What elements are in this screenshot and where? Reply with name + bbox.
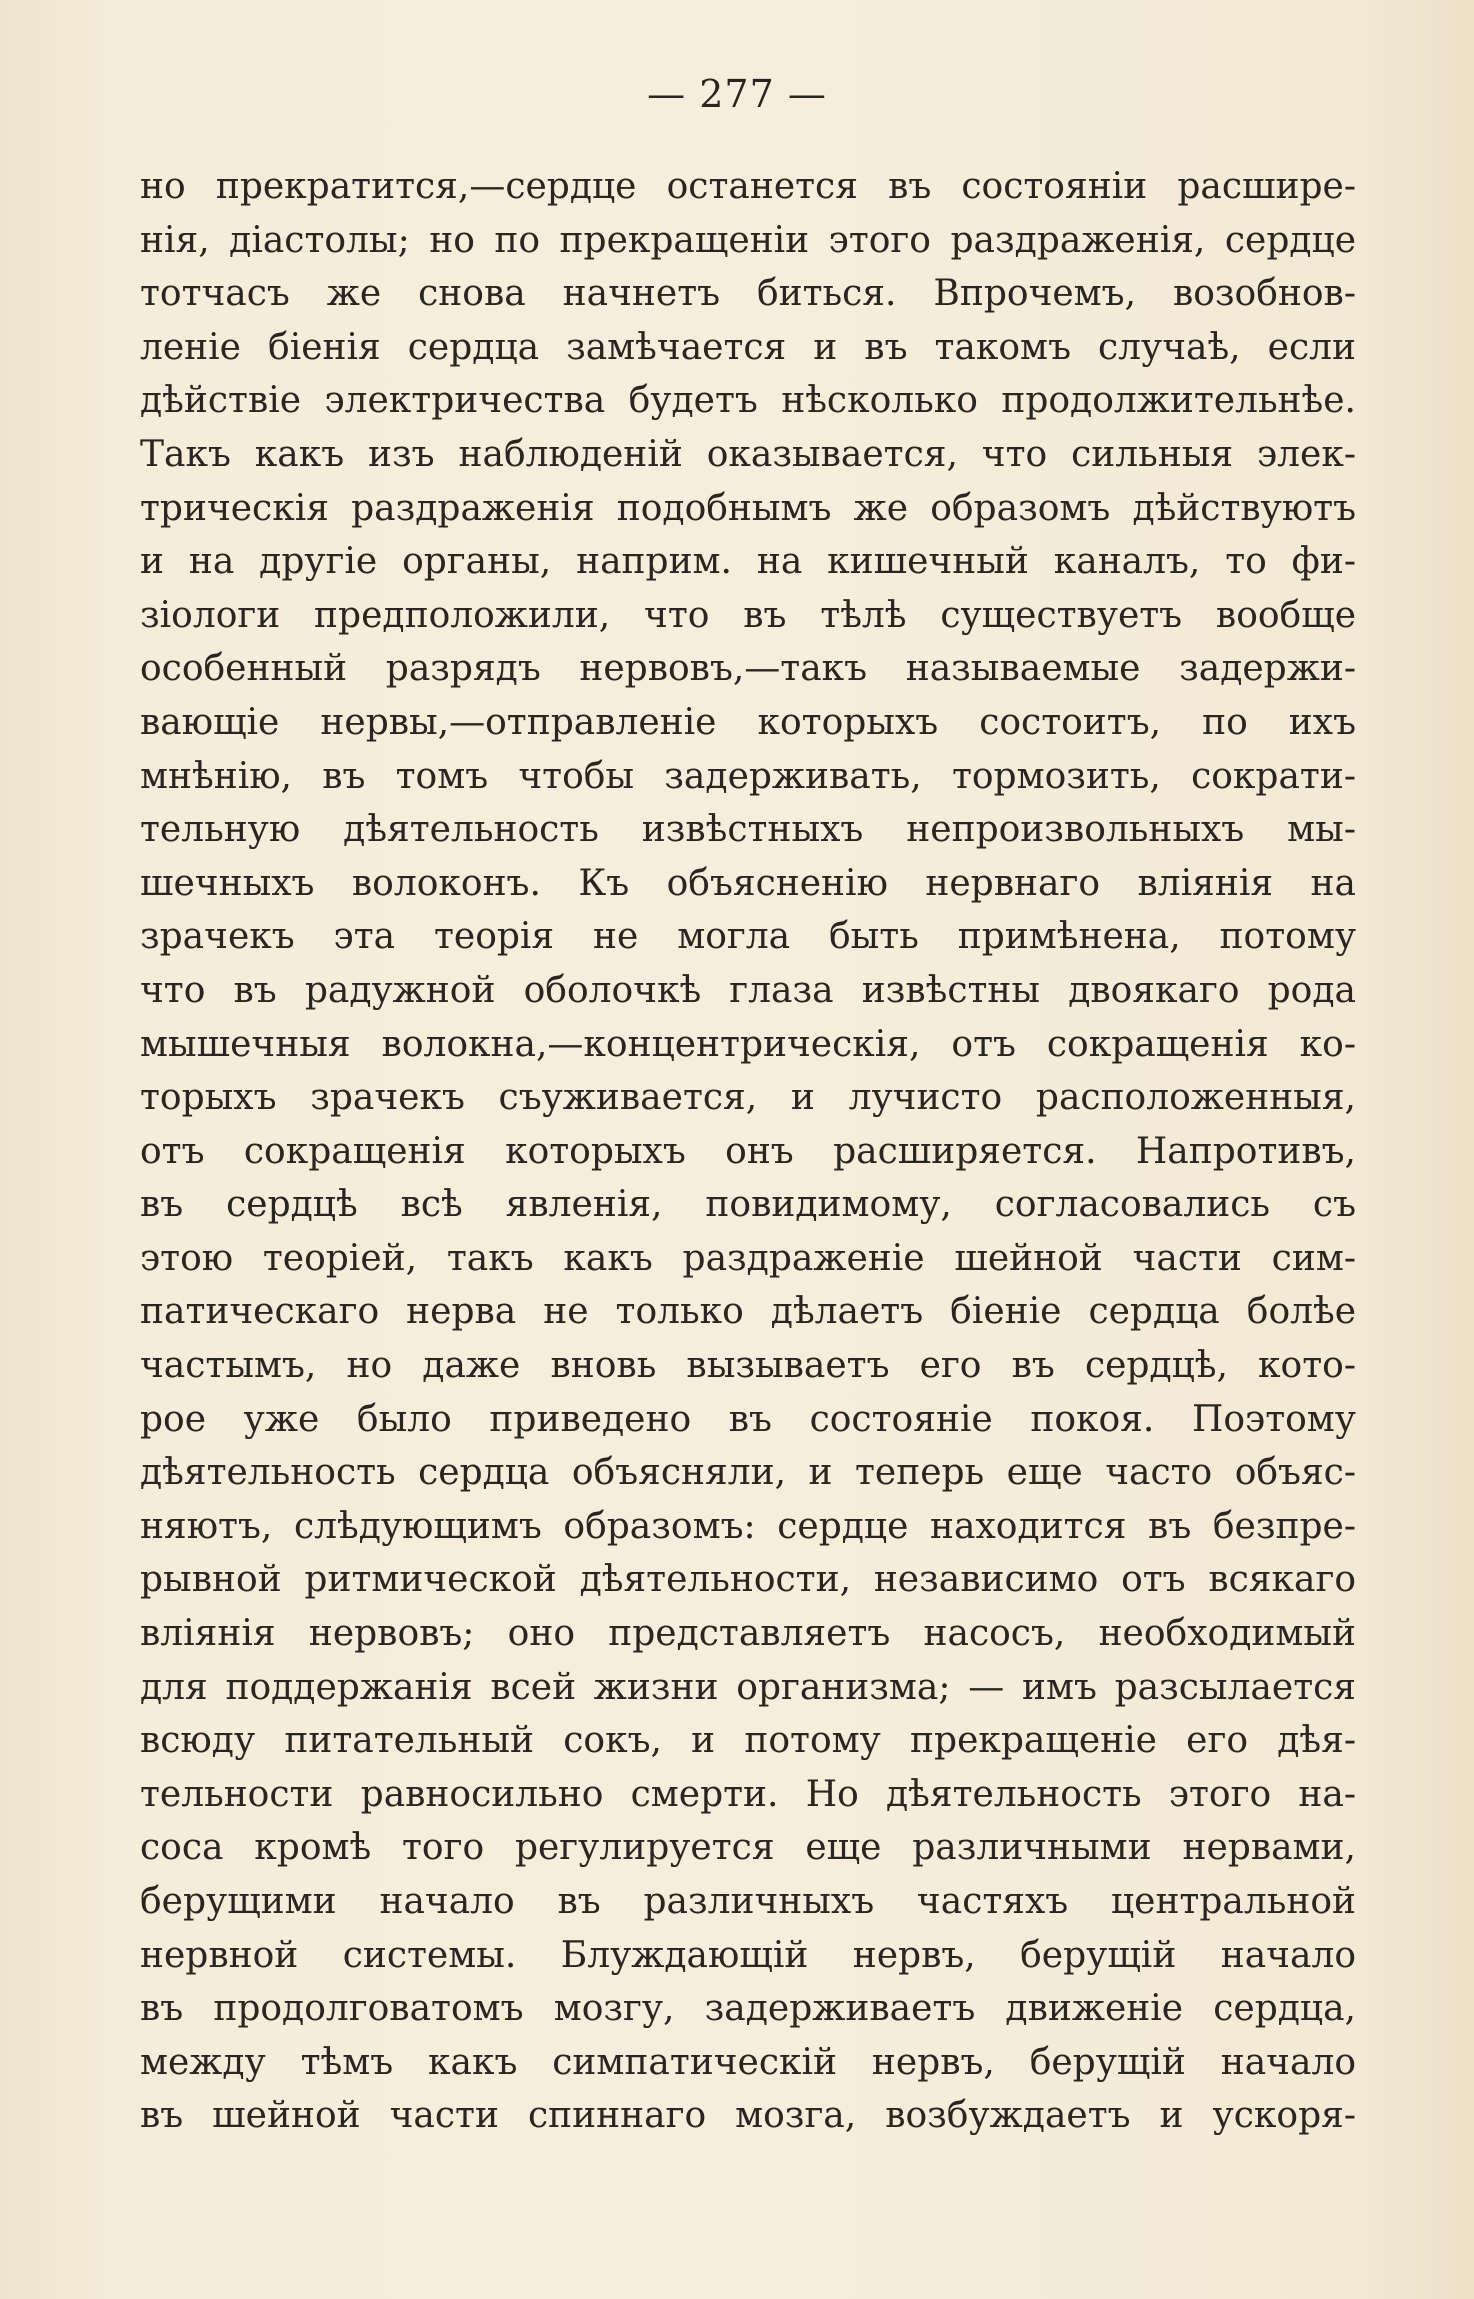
text-line: соса кромѣ того регулируется еще различными нервами, xyxy=(140,1827,1356,1869)
text-line: въ продолговатомъ мозгу, задерживаетъ движеніе сердца, xyxy=(140,1988,1356,2030)
text-line: частымъ, но даже вновь вызываетъ его въ сердцѣ, кото- xyxy=(140,1345,1356,1387)
text-line: торыхъ зрачекъ съуживается, и лучисто расположенныя, xyxy=(140,1077,1356,1119)
text-line: въ сердцѣ всѣ явленія, повидимому, согласовались съ xyxy=(140,1184,1356,1226)
text-line: вающіе нервы,—отправленіе которыхъ состоитъ, по ихъ xyxy=(140,701,1356,743)
text-line: тельную дѣятельность извѣстныхъ непроизвольныхъ мы- xyxy=(140,809,1356,851)
text-line: нервной системы. Блуждающій нервъ, берущій начало xyxy=(140,1934,1356,1976)
text-line: вліянія нервовъ; оно представляетъ насосъ, необходимый xyxy=(140,1613,1356,1655)
text-line: рое уже было приведено въ состояніе покоя. Поэтому xyxy=(140,1398,1356,1440)
text-line: дѣйствіе электричества будетъ нѣсколько продолжительнѣе. xyxy=(140,380,1356,422)
page-number: — 277 — xyxy=(647,72,827,116)
text-line: въ шейной части спиннаго мозга, возбуждаетъ и ускоря- xyxy=(140,2095,1356,2137)
text-line: няютъ, слѣдующимъ образомъ: сердце находится въ безпре- xyxy=(140,1505,1356,1547)
text-line: зрачекъ эта теорія не могла быть примѣнена, потому xyxy=(140,916,1356,958)
text-line: трическія раздраженія подобнымъ же образомъ дѣйствуютъ xyxy=(140,487,1356,529)
text-line: Такъ какъ изъ наблюденій оказывается, что сильныя элек- xyxy=(140,433,1356,475)
text-line: дѣятельность сердца объясняли, и теперь еще часто объяс- xyxy=(140,1452,1356,1494)
text-line: отъ сокращенія которыхъ онъ расширяется. Напротивъ, xyxy=(140,1130,1356,1172)
text-line: патическаго нерва не только дѣлаетъ біеніе сердца болѣе xyxy=(140,1291,1356,1333)
text-line: и на другіе органы, наприм. на кишечный каналъ, то фи- xyxy=(140,541,1356,583)
text-line: рывной ритмической дѣятельности, независимо отъ всякаго xyxy=(140,1559,1356,1601)
text-line: тотчасъ же снова начнетъ биться. Впрочемъ, возобнов- xyxy=(140,273,1356,315)
page-body-text xyxy=(140,160,1356,2143)
text-line: всюду питательный сокъ, и потому прекращеніе его дѣя- xyxy=(140,1720,1356,1762)
text-line: шечныхъ волоконъ. Къ объясненію нервнаго вліянія на xyxy=(140,862,1356,904)
text-line: нія, діастолы; но по прекращеніи этого раздраженія, сердце xyxy=(140,219,1356,261)
text-line: этою теоріей, такъ какъ раздраженіе шейной части сим- xyxy=(140,1237,1356,1279)
text-line: мышечныя волокна,—концентрическія, отъ сокращенія ко- xyxy=(140,1023,1356,1065)
text-line: между тѣмъ какъ симпатическій нервъ, берущій начало xyxy=(140,2041,1356,2083)
text-line: что въ радужной оболочкѣ глаза извѣстны двоякаго рода xyxy=(140,969,1356,1011)
text-line: но прекратится,—сердце останется въ состояніи расшире- xyxy=(140,166,1356,207)
text-line: мнѣнію, въ томъ чтобы задерживать, тормозить, сократи- xyxy=(140,755,1356,797)
text-line: для поддержанія всей жизни организма; — имъ разсылается xyxy=(140,1666,1356,1708)
text-line: леніе біенія сердца замѣчается и въ такомъ случаѣ, если xyxy=(140,326,1356,368)
text-line: берущими начало въ различныхъ частяхъ центральной xyxy=(140,1881,1356,1922)
text-line: зіологи предположили, что въ тѣлѣ существуетъ вообще xyxy=(140,594,1356,636)
text-line: тельности равносильно смерти. Но дѣятельность этого на- xyxy=(140,1773,1356,1815)
text-line: особенный разрядъ нервовъ,—такъ называемые задержи- xyxy=(140,648,1356,690)
